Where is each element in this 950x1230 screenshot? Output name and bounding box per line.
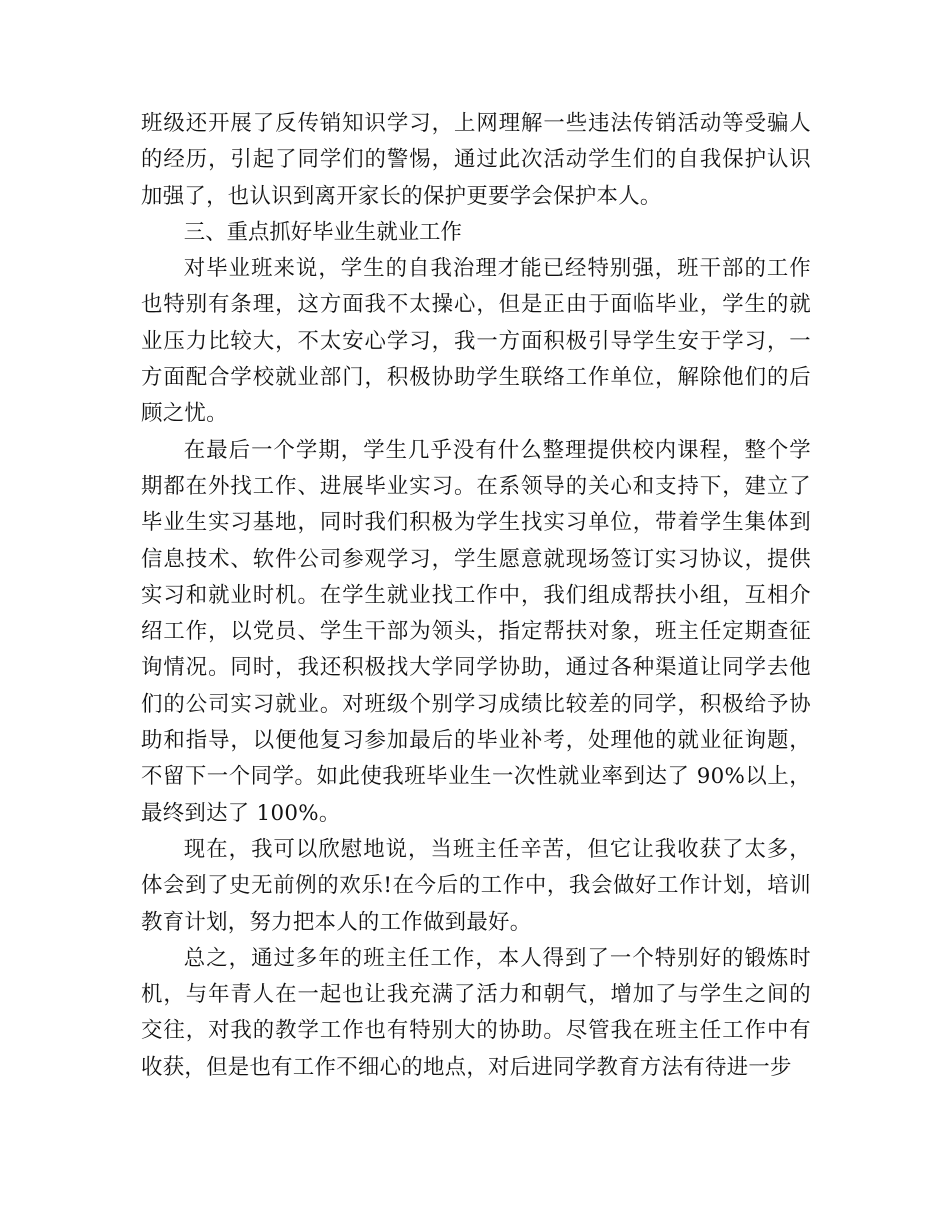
paragraph-reflection: 现在，我可以欣慰地说，当班主任辛苦，但它让我收获了太多，体会到了史无前例的欢乐!在今后的工作中，我会做好工作计划，培训教育计划，努力把本人的工作做到最好。 [141,836,811,935]
paragraph-graduating-class: 对毕业班来说，学生的自我治理才能已经特别强，班干部的工作也特别有条理，这方面我不太操心，但是正由于面临毕业，学生的就业压力比较大，不太安心学习，我一方面积极引导学生安于学习，一方面配合学校就业部门，积极协助学生联络工作单位，解除他们的后顾之忧。 [141,256,811,427]
section-heading: 三、重点抓好毕业生就业工作 [183,219,462,245]
document-page [141,106,811,1086]
paragraph-continuation: 班级还开展了反传销知识学习，上网理解一些违法传销活动等受骗人的经历，引起了同学们的警惕，通过此次活动学生们的自我保护认识加强了，也认识到离开家长的保护更要学会保护本人。 [141,111,811,209]
paragraph-summary: 总之，通过多年的班主任工作，本人得到了一个特别好的锻炼时机，与年青人在一起也让我充满了活力和朝气，增加了与学生之间的交往，对我的教学工作也有特别大的协助。尽管我在班主任工作中有收获，但是也有工作不细心的地点，对后进同学教育方法有待进一步 [141,945,811,1080]
paragraph-last-semester: 在最后一个学期，学生几乎没有什么整理提供校内课程，整个学期都在外找工作、进展毕业实习。在系领导的关心和支持下，建立了毕业生实习基地，同时我们积极为学生找实习单位，带着学生集体到信息技术、软件公司参观学习，学生愿意就现场签订实习协议，提供实习和就业时机。在学生就业找工作中，我们组成帮扶小组，互相介绍工作，以党员、学生干部为领头，指定帮扶对象，班主任定期查征询情况。同时，我还积极找大学同学协助，通过各种渠道让同学去他们的公司实习就业。对班级个别学习成绩比较差的同学，积极给予协助和指导，以便他复习参加最后的毕业补考，处理他的就业征询题，不留下一个同学。如此使我班毕业生一次性就业率到达了 90%以上，最终到达了 100%。 [141,437,811,826]
